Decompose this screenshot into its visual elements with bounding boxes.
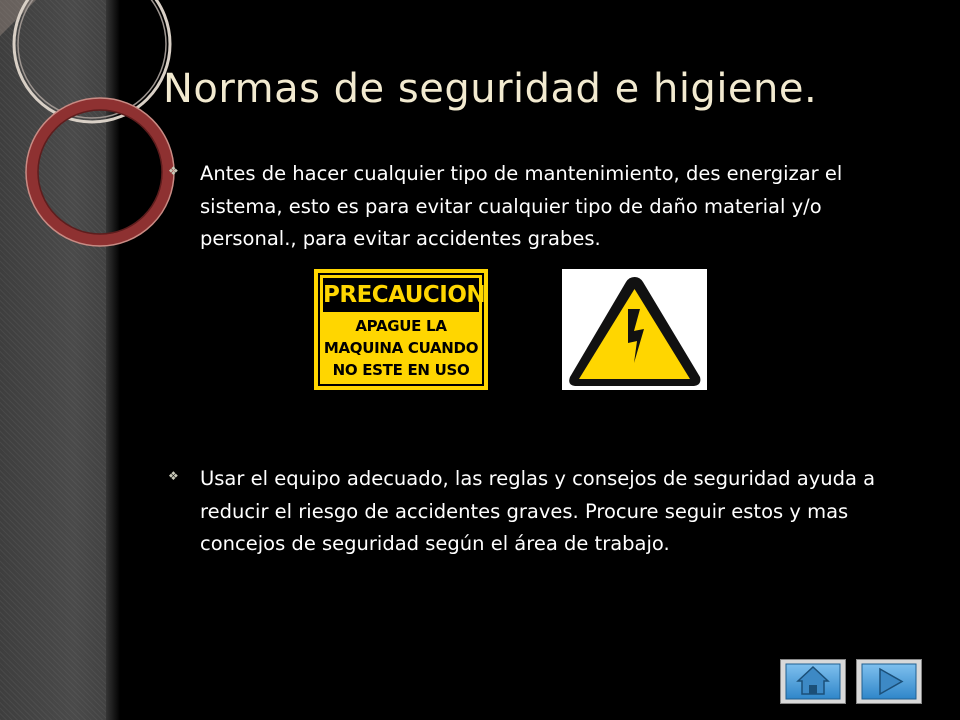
- electrical-hazard-icon: [562, 269, 707, 390]
- deco-circle-red: [32, 104, 168, 240]
- caution-sign-line: APAGUE LA: [355, 317, 447, 335]
- bullet-line: sistema, esto es para evitar cualquier tipo de daño material y/o: [200, 194, 822, 218]
- bullet-diamond-icon: ❖: [168, 164, 179, 178]
- caution-sign-message: [323, 315, 479, 381]
- bullet-line: Usar el equipo adecuado, las reglas y consejos de seguridad ayuda a: [200, 467, 876, 490]
- next-slide-button[interactable]: [856, 659, 922, 704]
- caution-sign-image: [314, 269, 488, 390]
- deco-circle-red-inner: [38, 110, 162, 234]
- bullet-line: Antes de hacer cualquier tipo de mantenimiento, des energizar el: [200, 162, 843, 185]
- bullet-diamond-icon: ❖: [168, 469, 179, 483]
- bullet-line: concejos de seguridad según el área de trabajo.: [200, 532, 670, 555]
- home-button[interactable]: [780, 659, 846, 704]
- bullet-text: [168, 158, 928, 256]
- bullet-line: reducir el riesgo de accidentes graves. Procure seguir estos y mas: [200, 499, 849, 523]
- electrical-hazard-sign: [562, 269, 707, 390]
- bullet-item: [168, 463, 928, 561]
- bullet-text: [168, 463, 928, 561]
- slide-title: Normas de seguridad e higiene.: [163, 66, 818, 112]
- bullet-line: personal., para evitar accidentes grabes.: [200, 227, 601, 250]
- caution-sign-border: [318, 273, 484, 386]
- caution-sign-line: NO ESTE EN USO: [332, 361, 470, 379]
- caution-sign-line: MAQUINA CUANDO: [323, 339, 479, 357]
- bullet-item: [168, 158, 928, 256]
- caution-sign-heading: PRECAUCION: [323, 278, 479, 312]
